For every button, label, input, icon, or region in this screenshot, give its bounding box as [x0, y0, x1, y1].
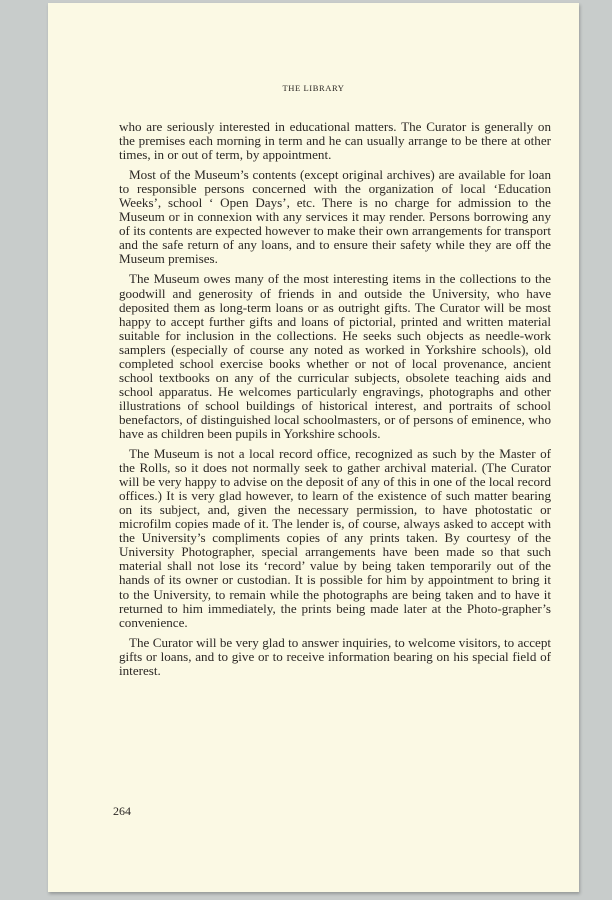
paragraph-continued: who are seriously interested in educational matters. The Curator is generally on the premises each morning in term and he can usually arrange to be there at other times, in or out of term, by appointment. [119, 119, 551, 163]
body-text [119, 120, 551, 684]
paragraph-gifts: The Museum owes many of the most interesting items in the collections to the goodwill and generosity of friends in and outside the University, who have deposited them as long-term loans or as outright gifts. The Curator will be most happy to accept further gifts and loans of pictorial, printed and written material suitable for inclusion in the collections. He seeks such objects as needle-work samplers (especially of course any noted as worked in Yorkshire schools), old completed school exercise books whether or not of local provenance, ancient school textbooks on any of the curricular subjects, obsolete teaching aids and school apparatus. He welcomes particularly engravings, photographs and other illustrations of school buildings of historical interest, and portraits of school benefactors, of distinguished local schoolmasters, or of persons of eminence, who have as children been pupils in Yorkshire schools. [119, 271, 551, 441]
paragraph-records: The Museum is not a local record office, recognized as such by the Master of the Rolls, so it does not normally seek to gather archival material. (The Curator will be very happy to advise on the deposit of any of this in one of the local record offices.) It is very glad however, to learn of the existence of such matter bearing on its subject, and, given the necessary permission, to have photostatic or microfilm copies made of it. The lender is, of course, always asked to accept with the University’s compliments copies of any prints taken. By courtesy of the University Photographer, special arrangements have been made so that such material shall not lose its ‘record’ value by being taken temporarily out of the hands of its owner or custodian. It is possible for him by appointment to bring it to the University, to remain while the photographs are being taken and to have it returned to him immediately, the prints being made later at the Photo-grapher’s convenience. [119, 446, 551, 630]
running-head: THE LIBRARY [282, 83, 345, 93]
paragraph-inquiries: The Curator will be very glad to answer inquiries, to welcome visitors, to accept gifts or loans, and to give or to receive information bearing on his special field of interest. [119, 634, 551, 678]
paragraph-loans: Most of the Museum’s contents (except original archives) are available for loan to responsible persons concerned with the organization of local ‘Education Weeks’, school ‘ Open Days’, etc. There is no charge for admission to the Museum or in connexion with any services it may render. Persons borrowing any of its contents are expected however to make their own arrangements for transport and the safe return of any loans, and to ensure their safety while they are off the Museum premises. [119, 167, 551, 267]
book-page [48, 3, 579, 892]
page-number: 264 [113, 804, 131, 818]
